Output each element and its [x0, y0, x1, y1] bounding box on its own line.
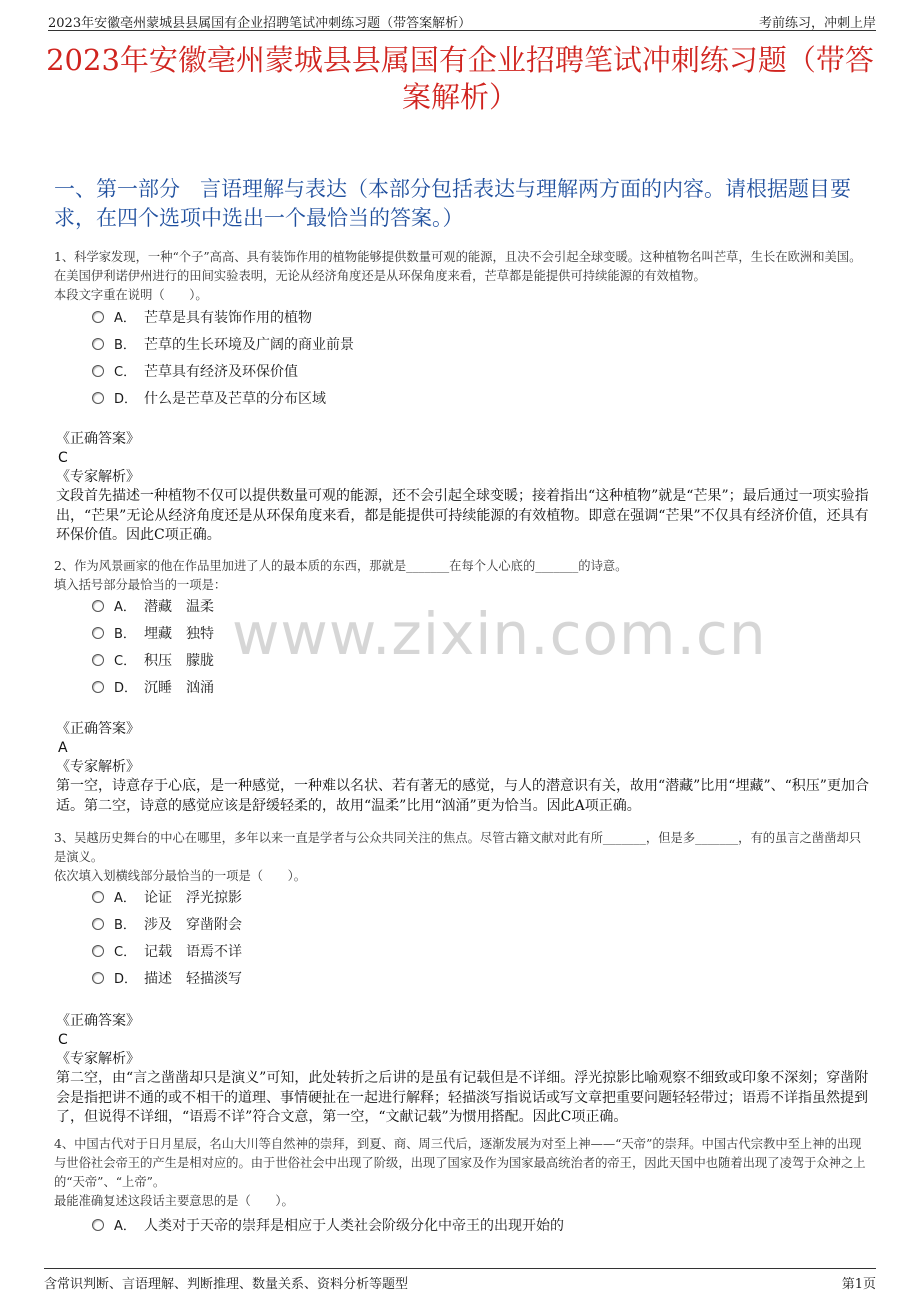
- section-description: 言语理解与表达（本部分包括表达与理解两方面的内容。请根据题目要求，在四个选项中选出一个最恰当的答案。）: [54, 177, 851, 230]
- option-b[interactable]: B． 涉及 穿凿附会: [92, 912, 242, 939]
- option-text: 潜藏 温柔: [144, 599, 214, 615]
- answer-letter: C: [58, 1032, 68, 1048]
- answer-label: 《正确答案》: [56, 431, 140, 447]
- question-3-options: [92, 885, 242, 993]
- option-d[interactable]: D． 什么是芒草及芒草的分布区域: [92, 386, 354, 413]
- radio-icon[interactable]: [92, 972, 104, 984]
- answer-letter: A: [58, 740, 68, 756]
- option-a[interactable]: A． 潜藏 温柔: [92, 594, 214, 621]
- page-title: 2023年安徽亳州蒙城县县属国有企业招聘笔试冲刺练习题（带答案解析）: [46, 43, 874, 114]
- question-prompt: 填入括号部分最恰当的一项是：: [54, 578, 227, 592]
- answer-letter: C: [58, 450, 68, 466]
- answer-label: 《正确答案》: [56, 1013, 140, 1029]
- option-text: 芒草是具有装饰作用的植物: [144, 310, 312, 326]
- radio-icon[interactable]: [92, 365, 104, 377]
- question-stem-text: 1、科学家发现，一种“个子”高高、具有装饰作用的植物能够提供数量可观的能源，且决不会引起全球变暖。这种植物名叫芒草，生长在欧洲和美国。在美国伊利诺伊州进行的田间实验表明，无论从经济角度还是从环保角度来看，芒草都是能提供可持续能源的有效植物。: [54, 250, 862, 283]
- option-a[interactable]: A． 芒草是具有装饰作用的植物: [92, 305, 354, 332]
- page-footer: [44, 1268, 876, 1291]
- question-3-stem: [54, 829, 868, 886]
- option-text: 人类对于天帝的崇拜是相应于人类社会阶级分化中帝王的出现开始的: [144, 1218, 564, 1234]
- radio-icon[interactable]: [92, 627, 104, 639]
- option-text: 什么是芒草及芒草的分布区域: [144, 391, 326, 407]
- analysis-label: 《专家解析》: [56, 759, 140, 775]
- question-4-options: [92, 1213, 564, 1240]
- header-document-title: 2023年安徽亳州蒙城县县属国有企业招聘笔试冲刺练习题（带答案解析）: [48, 16, 472, 31]
- question-4-stem: [54, 1135, 868, 1211]
- radio-icon[interactable]: [92, 681, 104, 693]
- radio-icon[interactable]: [92, 891, 104, 903]
- option-c[interactable]: C． 记载 语焉不详: [92, 939, 242, 966]
- question-1-stem: [54, 248, 868, 305]
- option-b[interactable]: B． 芒草的生长环境及广阔的商业前景: [92, 332, 354, 359]
- watermark: www.zixin.com.cn: [232, 600, 767, 668]
- radio-icon[interactable]: [92, 311, 104, 323]
- question-3-answer: [56, 1012, 870, 1128]
- page-header: [48, 10, 876, 31]
- option-text: 积压 朦胧: [144, 653, 214, 669]
- option-d[interactable]: D． 描述 轻描淡写: [92, 966, 242, 993]
- analysis-text: 第一空，诗意存于心底，是一种感觉，一种难以名状、若有著无的感觉，与人的潜意识有关，故用“潜藏”比用“埋藏”、“积压”更加合适。第二空，诗意的感觉应该是舒缓轻柔的，故用“温柔”比用“汹涌”更为恰当。因此A项正确。: [56, 778, 869, 814]
- radio-icon[interactable]: [92, 945, 104, 957]
- option-text: 芒草的生长环境及广阔的商业前景: [144, 337, 354, 353]
- option-c[interactable]: C． 芒草具有经济及环保价值: [92, 359, 354, 386]
- option-text: 沉睡 汹涌: [144, 680, 214, 696]
- option-d[interactable]: D． 沉睡 汹涌: [92, 675, 214, 702]
- analysis-text: 文段首先描述一种植物不仅可以提供数量可观的能源，还不会引起全球变暖；接着指出“这种植物”就是“芒果”；最后通过一项实验指出，“芒果”无论从经济角度还是从环保角度来看，都是能提供可持续能源的有效植物。即意在强调“芒果”不仅具有经济价值，还具有环保价值。因此C项正确。: [56, 488, 869, 543]
- option-text: 论证 浮光掠影: [144, 890, 242, 906]
- radio-icon[interactable]: [92, 918, 104, 930]
- question-2-answer: [56, 720, 870, 816]
- radio-icon[interactable]: [92, 600, 104, 612]
- option-text: 记载 语焉不详: [144, 944, 242, 960]
- analysis-label: 《专家解析》: [56, 1051, 140, 1067]
- option-text: 涉及 穿凿附会: [144, 917, 242, 933]
- page-number: 第1页: [841, 1277, 876, 1292]
- option-b[interactable]: B． 埋藏 独特: [92, 621, 214, 648]
- option-text: 描述 轻描淡写: [144, 971, 242, 987]
- question-stem-text: 3、吴越历史舞台的中心在哪里，多年以来一直是学者与公众共同关注的焦点。尽管古籍文献对此有所_______，但是多_______，有的虽言之凿凿却只是演义。: [54, 831, 862, 864]
- question-2-stem: [54, 557, 868, 595]
- question-2-options: [92, 594, 214, 702]
- option-a[interactable]: A． 论证 浮光掠影: [92, 885, 242, 912]
- radio-icon[interactable]: [92, 654, 104, 666]
- section-label: 一、第一部分: [54, 177, 180, 201]
- answer-label: 《正确答案》: [56, 721, 140, 737]
- radio-icon[interactable]: [92, 338, 104, 350]
- option-c[interactable]: C． 积压 朦胧: [92, 648, 214, 675]
- question-stem-text: 4、中国古代对于日月星辰，名山大川等自然神的崇拜，到夏、商、周三代后，逐渐发展为对至上神——“天帝”的崇拜。中国古代宗教中至上神的出现与世俗社会帝王的产生是相对应的。由于世俗社会中出现了阶级，出现了国家及作为国家最高统治者的帝王，因此天国中也随着出现了凌驾于众神之上的“天帝”、“上帝”。: [54, 1137, 866, 1189]
- analysis-label: 《专家解析》: [56, 469, 140, 485]
- question-prompt: 本段文字重在说明（ ）。: [54, 288, 208, 302]
- radio-icon[interactable]: [92, 392, 104, 404]
- option-text: 芒草具有经济及环保价值: [144, 364, 298, 380]
- analysis-text: 第二空，由“言之凿凿却只是演义”可知，此处转折之后讲的是虽有记载但是不详细。浮光掠影比喻观察不细致或印象不深刻；穿凿附会是指把讲不通的或不相干的道理、事情硬扯在一起进行解释；轻描淡写指说话或写文章把重要问题轻轻带过；语焉不详指虽然提到了，但说得不详细，“语焉不详”符合文意，第一空，“文献记载”为惯用搭配。因此C项正确。: [56, 1070, 869, 1125]
- radio-icon[interactable]: [92, 1219, 104, 1231]
- question-stem-text: 2、作为风景画家的他在作品里加进了人的最本质的东西，那就是_______在每个人心底的_______的诗意。: [54, 559, 628, 573]
- question-1-answer: [56, 430, 870, 546]
- question-prompt: 最能准确复述这段话主要意思的是（ ）。: [54, 1194, 294, 1208]
- footer-topics: 含常识判断、言语理解、判断推理、数量关系、资料分析等题型: [44, 1277, 409, 1292]
- header-slogan: 考前练习，冲刺上岸: [758, 16, 876, 31]
- section-heading: [54, 175, 870, 233]
- option-text: 埋藏 独特: [144, 626, 214, 642]
- question-1-options: [92, 305, 354, 413]
- option-a[interactable]: A． 人类对于天帝的崇拜是相应于人类社会阶级分化中帝王的出现开始的: [92, 1213, 564, 1240]
- question-prompt: 依次填入划横线部分最恰当的一项是（ ）。: [54, 869, 307, 883]
